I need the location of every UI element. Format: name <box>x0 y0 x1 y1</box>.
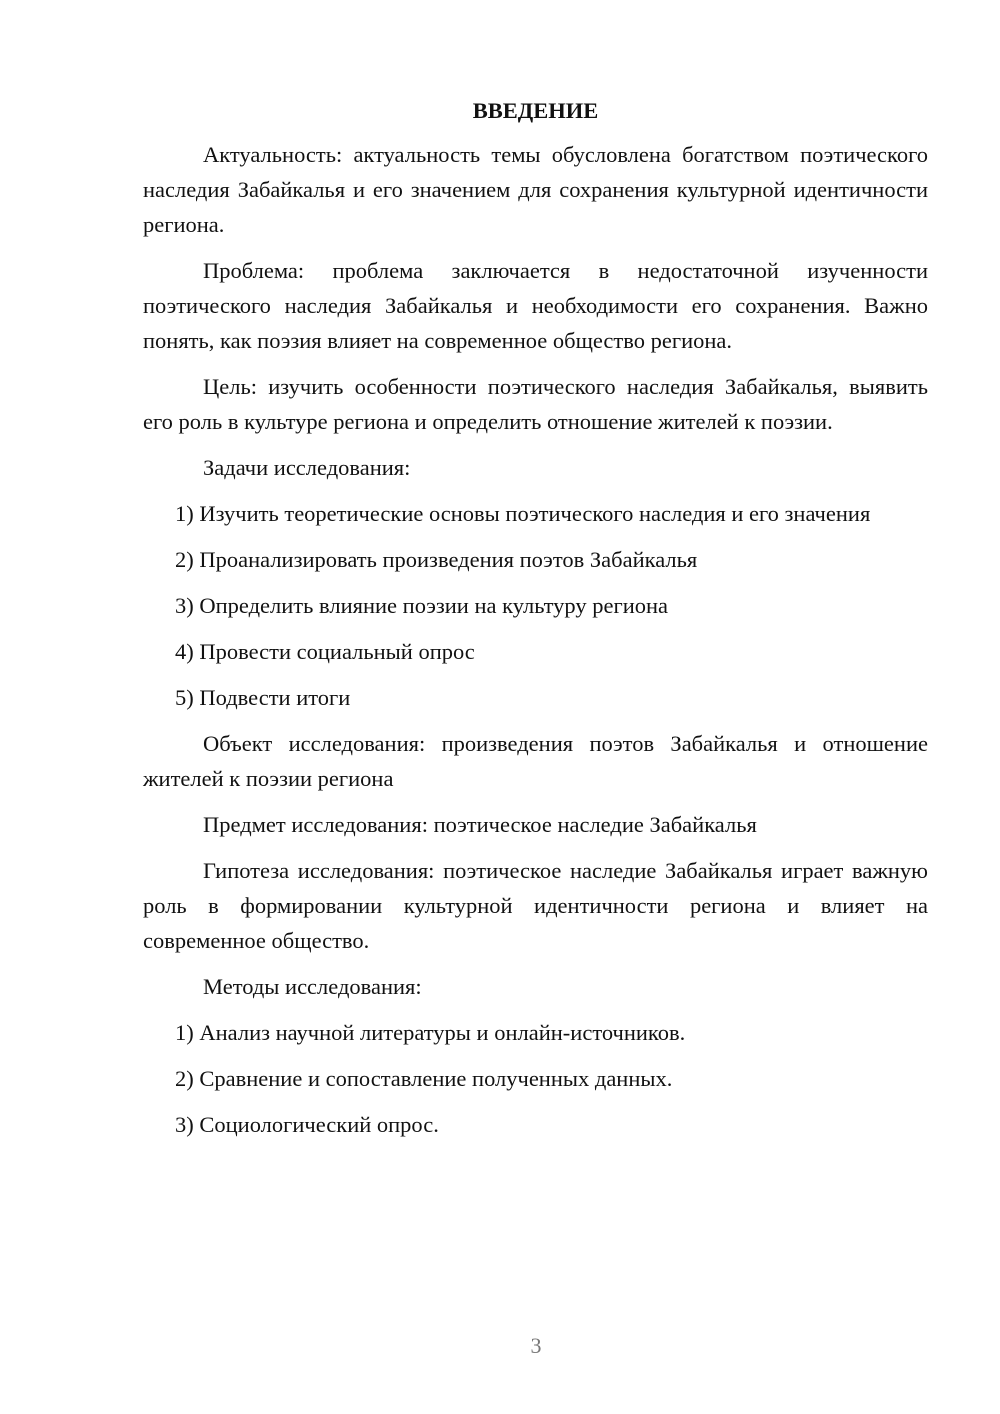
methods-heading: Методы исследования: <box>203 974 422 999</box>
list-item: 3) Социологический опрос. <box>175 1112 439 1137</box>
problem-paragraph: Проблема: проблема заключается в недостаточной изученности поэтического наследия Забайкалья и необходимости его сохранения. Важно понять, как поэзия влияет на современное общество региона. <box>143 258 928 353</box>
page-number: 3 <box>530 1333 542 1358</box>
list-item: 3) Определить влияние поэзии на культуру региона <box>175 593 669 618</box>
hypothesis-paragraph: Гипотеза исследования: поэтическое наследие Забайкалья играет важную роль в формировании культурной идентичности региона и влияет на современное общество. <box>143 858 928 953</box>
subject-paragraph: Предмет исследования: поэтическое наследие Забайкалья <box>203 812 757 837</box>
page-content <box>143 96 928 1153</box>
list-item: 2) Сравнение и сопоставление полученных данных. <box>175 1066 673 1091</box>
list-item: 5) Подвести итоги <box>175 685 351 710</box>
object-paragraph: Объект исследования: произведения поэтов Забайкалья и отношение жителей к поэзии региона <box>143 731 928 791</box>
list-item: 4) Провести социальный опрос <box>175 639 475 664</box>
section-title: ВВЕДЕНИЕ <box>472 98 599 123</box>
methods-list <box>143 1015 928 1142</box>
tasks-list <box>143 496 928 715</box>
list-item: 1) Анализ научной литературы и онлайн-источников. <box>175 1020 686 1045</box>
list-item: 2) Проанализировать произведения поэтов Забайкалья <box>175 547 698 572</box>
tasks-heading: Задачи исследования: <box>203 455 411 480</box>
goal-paragraph: Цель: изучить особенности поэтического наследия Забайкалья, выявить его роль в культуре региона и определить отношение жителей к поэзии. <box>143 374 928 434</box>
relevance-paragraph: Актуальность: актуальность темы обусловлена богатством поэтического наследия Забайкалья и его значением для сохранения культурной идентичности региона. <box>143 142 928 237</box>
list-item: 1) Изучить теоретические основы поэтического наследия и его значения <box>175 501 871 526</box>
